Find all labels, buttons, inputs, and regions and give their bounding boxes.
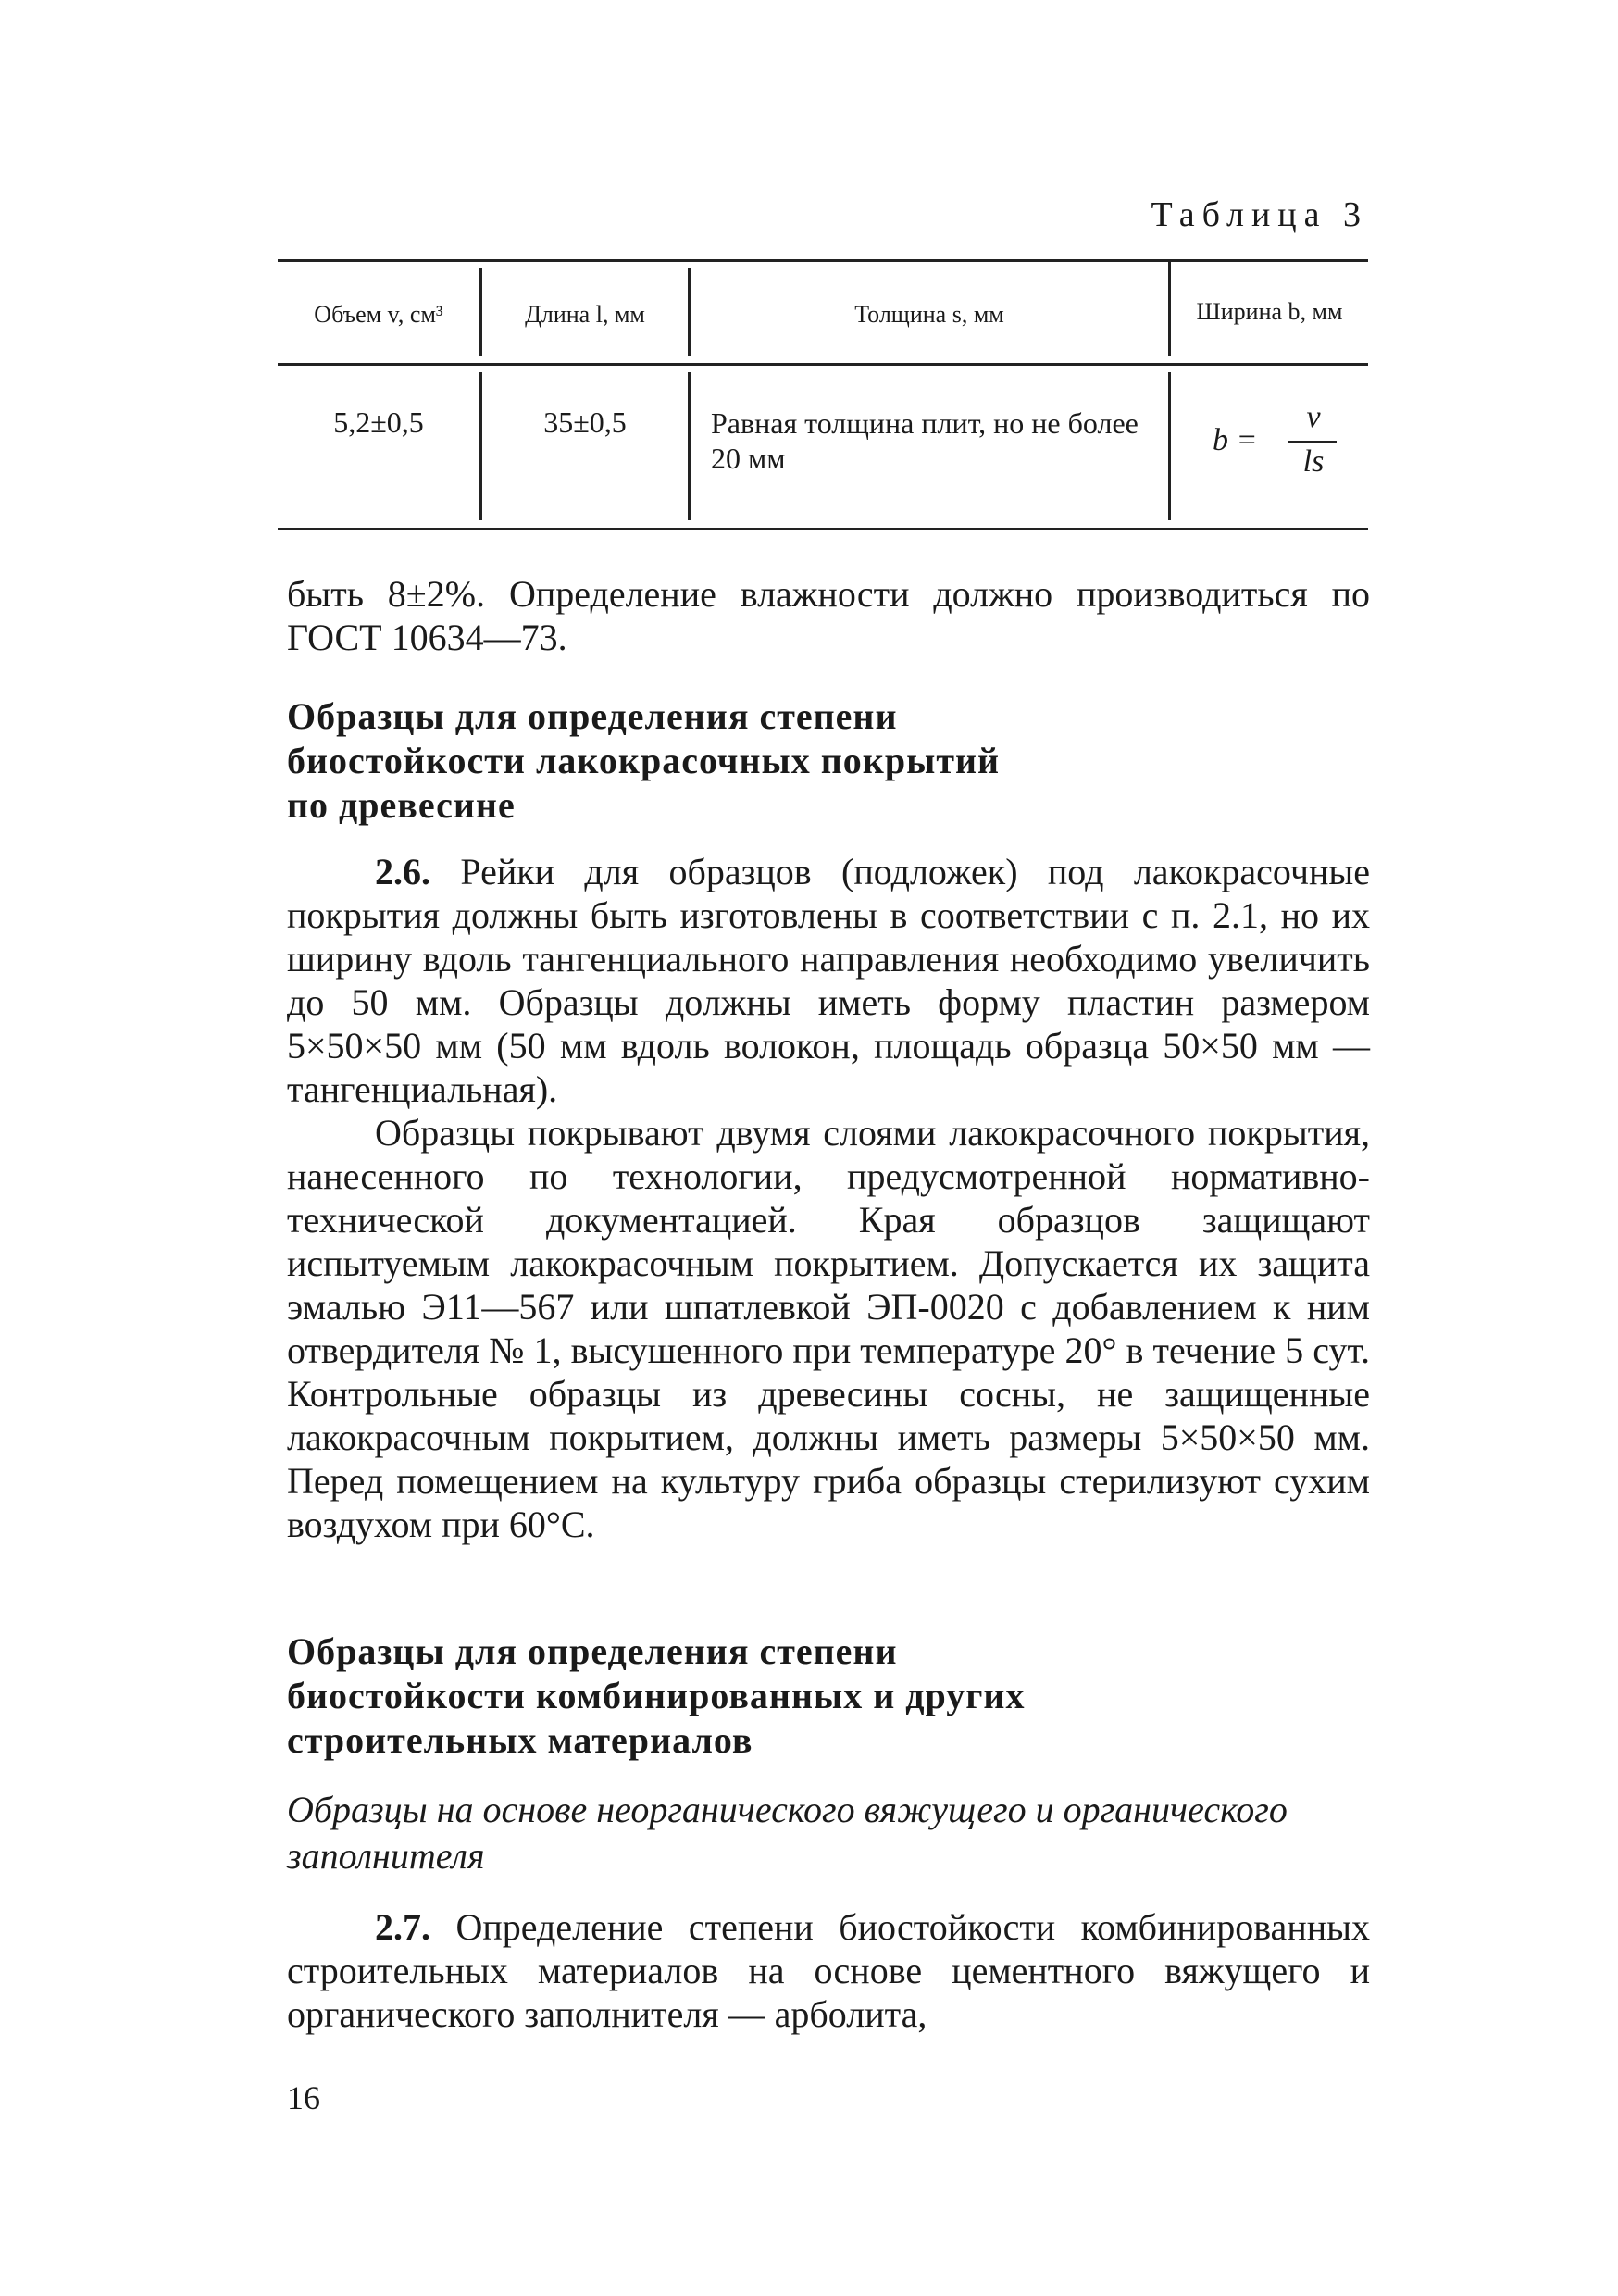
table-header-volume: Объем v, см³: [314, 301, 443, 328]
table-top-rule: [278, 259, 1368, 262]
table-header-rule: [278, 363, 1368, 366]
table-bottom-rule: [278, 528, 1368, 530]
intro-text: быть 8±2%. Определение влажности должно производиться по ГОСТ 10634—73.: [287, 573, 1370, 658]
table-header-width: Ширина b, мм: [1196, 298, 1343, 325]
table-col-divider: [479, 372, 482, 520]
section1-heading: [287, 694, 1000, 828]
heading-line: строительных материалов: [287, 1719, 753, 1761]
page-number: 16: [287, 2079, 320, 2116]
section1-body: [287, 850, 1370, 1546]
paragraph-2-7: [287, 1905, 1370, 2036]
clause-number: 2.7.: [375, 1906, 430, 1948]
heading-line: биостойкости комбинированных и других: [287, 1675, 1026, 1716]
paragraph-2-6: [287, 850, 1370, 1111]
heading-line: Образцы для определения степени: [287, 695, 898, 737]
table-caption: Таблица 3: [1151, 195, 1368, 234]
heading-line: по древесине: [287, 784, 516, 826]
table-header-length: Длина l, мм: [525, 301, 645, 328]
paragraph-coating: [287, 1111, 1370, 1546]
paragraph-text: Определение степени биостойкости комбинированных строительных материалов на основе цементного вяжущего и органического заполнителя — арболита,: [287, 1906, 1370, 2035]
table-header-thickness: Толщина s, мм: [854, 301, 1004, 328]
paragraph-text: Образцы покрывают двумя слоями лакокрасочного покрытия, нанесенного по технологии, предусмотренной нормативно-технической документацией. Края образцов защищают испытуемым лакокрасочным покрытием. Допускается их защита эмалью Э11—567 или шпатлевкой ЭП-0020 с добавлением к ним отвердителя № 1, высушенного при температуре 20° в течение 5 сут. Контрольные образцы из древесины сосны, не защищенные лакокрасочным покрытием, должны иметь размеры 5×50×50 мм. Перед помещением на культуру гриба образцы стерилизуют сухим воздухом при 60°С.: [287, 1112, 1370, 1545]
clause-number: 2.6.: [375, 851, 430, 892]
formula-denominator: ls: [1302, 444, 1325, 479]
table-col-divider: [1168, 372, 1171, 520]
formula-fraction-bar: [1288, 441, 1337, 443]
formula-lhs: b =: [1213, 423, 1258, 457]
intro-paragraph: [287, 572, 1370, 659]
paragraph-text: Рейки для образцов (подложек) под лакокрасочные покрытия должны быть изготовлены в соответствии с п. 2.1, но их ширину вдоль тангенциального направления необходимо увеличить до 50 мм. Образцы должны иметь форму пластин размером 5×50×50 мм (50 мм вдоль волокон, площадь образца 50×50 мм — тангенциальная).: [287, 851, 1371, 1110]
section2-heading: [287, 1629, 1025, 1763]
heading-line: Образцы для определения степени: [287, 1630, 898, 1672]
section2-subheading: Образцы на основе неорганического вяжущего и органического заполнителя: [287, 1789, 1288, 1877]
table-cell-length: 35±0,5: [543, 406, 627, 439]
heading-line: биостойкости лакокрасочных покрытий: [287, 740, 1001, 781]
table-cell-volume: 5,2±0,5: [333, 406, 424, 439]
formula-numerator: v: [1306, 400, 1321, 434]
table-col-divider: [688, 372, 691, 520]
table-cell-thickness: Равная толщина плит, но не более 20 мм: [711, 406, 1139, 475]
section2-body: [287, 1905, 1370, 2036]
